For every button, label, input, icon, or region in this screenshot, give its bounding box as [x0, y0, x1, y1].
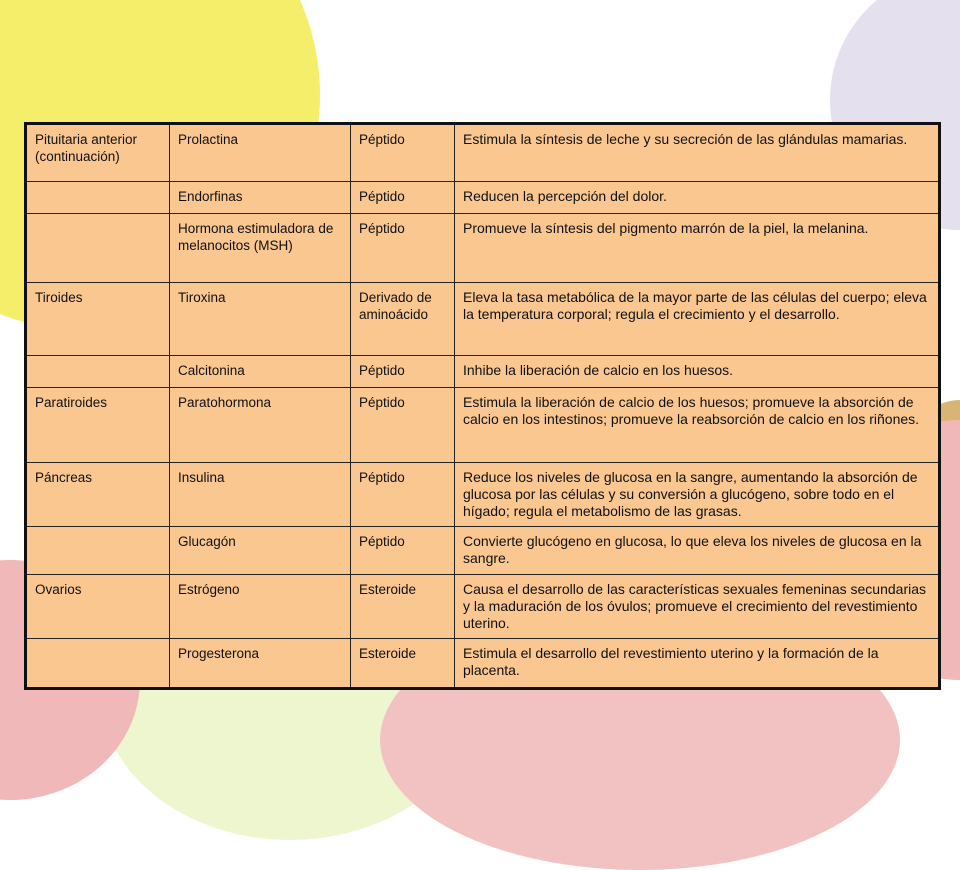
type-cell: Derivado de aminoácido: [351, 283, 455, 356]
table-row: [26, 214, 940, 283]
hormone-cell: Hormona estimuladora de melanocitos (MSH): [170, 214, 351, 283]
table-row: [26, 388, 940, 463]
table-row: [26, 527, 940, 575]
table-row: [26, 575, 940, 639]
effect-cell: Inhibe la liberación de calcio en los huesos.: [455, 356, 940, 388]
hormone-cell: Endorfinas: [170, 182, 351, 214]
effect-cell: Estimula el desarrollo del revestimiento uterino y la formación de la placenta.: [455, 639, 940, 689]
effect-cell: Promueve la síntesis del pigmento marrón de la piel, la melanina.: [455, 214, 940, 283]
table-row: [26, 124, 940, 182]
type-cell: Esteroide: [351, 575, 455, 639]
type-cell: Péptido: [351, 214, 455, 283]
gland-cell: [26, 182, 170, 214]
hormone-cell: Calcitonina: [170, 356, 351, 388]
table-row: [26, 463, 940, 527]
effect-cell: Causa el desarrollo de las características sexuales femeninas secundarias y la maduración de los óvulos; promueve el crecimiento del revestimiento uterino.: [455, 575, 940, 639]
gland-cell: Tiroides: [26, 283, 170, 356]
hormone-cell: Insulina: [170, 463, 351, 527]
hormone-cell: Tiroxina: [170, 283, 351, 356]
hormone-cell: Prolactina: [170, 124, 351, 182]
hormone-cell: Estrógeno: [170, 575, 351, 639]
gland-cell: [26, 356, 170, 388]
type-cell: Péptido: [351, 124, 455, 182]
type-cell: Péptido: [351, 182, 455, 214]
effect-cell: Reduce los niveles de glucosa en la sangre, aumentando la absorción de glucosa por las células y su conversión a glucógeno, sobre todo en el hígado; regula el metabolismo de las grasas.: [455, 463, 940, 527]
gland-cell: Pituitaria anterior (continuación): [26, 124, 170, 182]
table-row: [26, 283, 940, 356]
table-row: [26, 182, 940, 214]
gland-cell: [26, 639, 170, 689]
table-row: [26, 356, 940, 388]
type-cell: Péptido: [351, 388, 455, 463]
hormone-cell: Glucagón: [170, 527, 351, 575]
gland-cell: [26, 527, 170, 575]
hormone-cell: Progesterona: [170, 639, 351, 689]
type-cell: Péptido: [351, 463, 455, 527]
type-cell: Esteroide: [351, 639, 455, 689]
type-cell: Péptido: [351, 527, 455, 575]
effect-cell: Reducen la percepción del dolor.: [455, 182, 940, 214]
gland-cell: Páncreas: [26, 463, 170, 527]
table-row: [26, 639, 940, 689]
hormone-cell: Paratohormona: [170, 388, 351, 463]
hormone-table: [24, 122, 941, 690]
effect-cell: Convierte glucógeno en glucosa, lo que eleva los niveles de glucosa en la sangre.: [455, 527, 940, 575]
gland-cell: Paratiroides: [26, 388, 170, 463]
type-cell: Péptido: [351, 356, 455, 388]
effect-cell: Estimula la liberación de calcio de los huesos; promueve la absorción de calcio en los intestinos; promueve la reabsorción de calcio en los riñones.: [455, 388, 940, 463]
effect-cell: Eleva la tasa metabólica de la mayor parte de las células del cuerpo; eleva la temperatura corporal; regula el crecimiento y el desarrollo.: [455, 283, 940, 356]
gland-cell: Ovarios: [26, 575, 170, 639]
effect-cell: Estimula la síntesis de leche y su secreción de las glándulas mamarias.: [455, 124, 940, 182]
gland-cell: [26, 214, 170, 283]
